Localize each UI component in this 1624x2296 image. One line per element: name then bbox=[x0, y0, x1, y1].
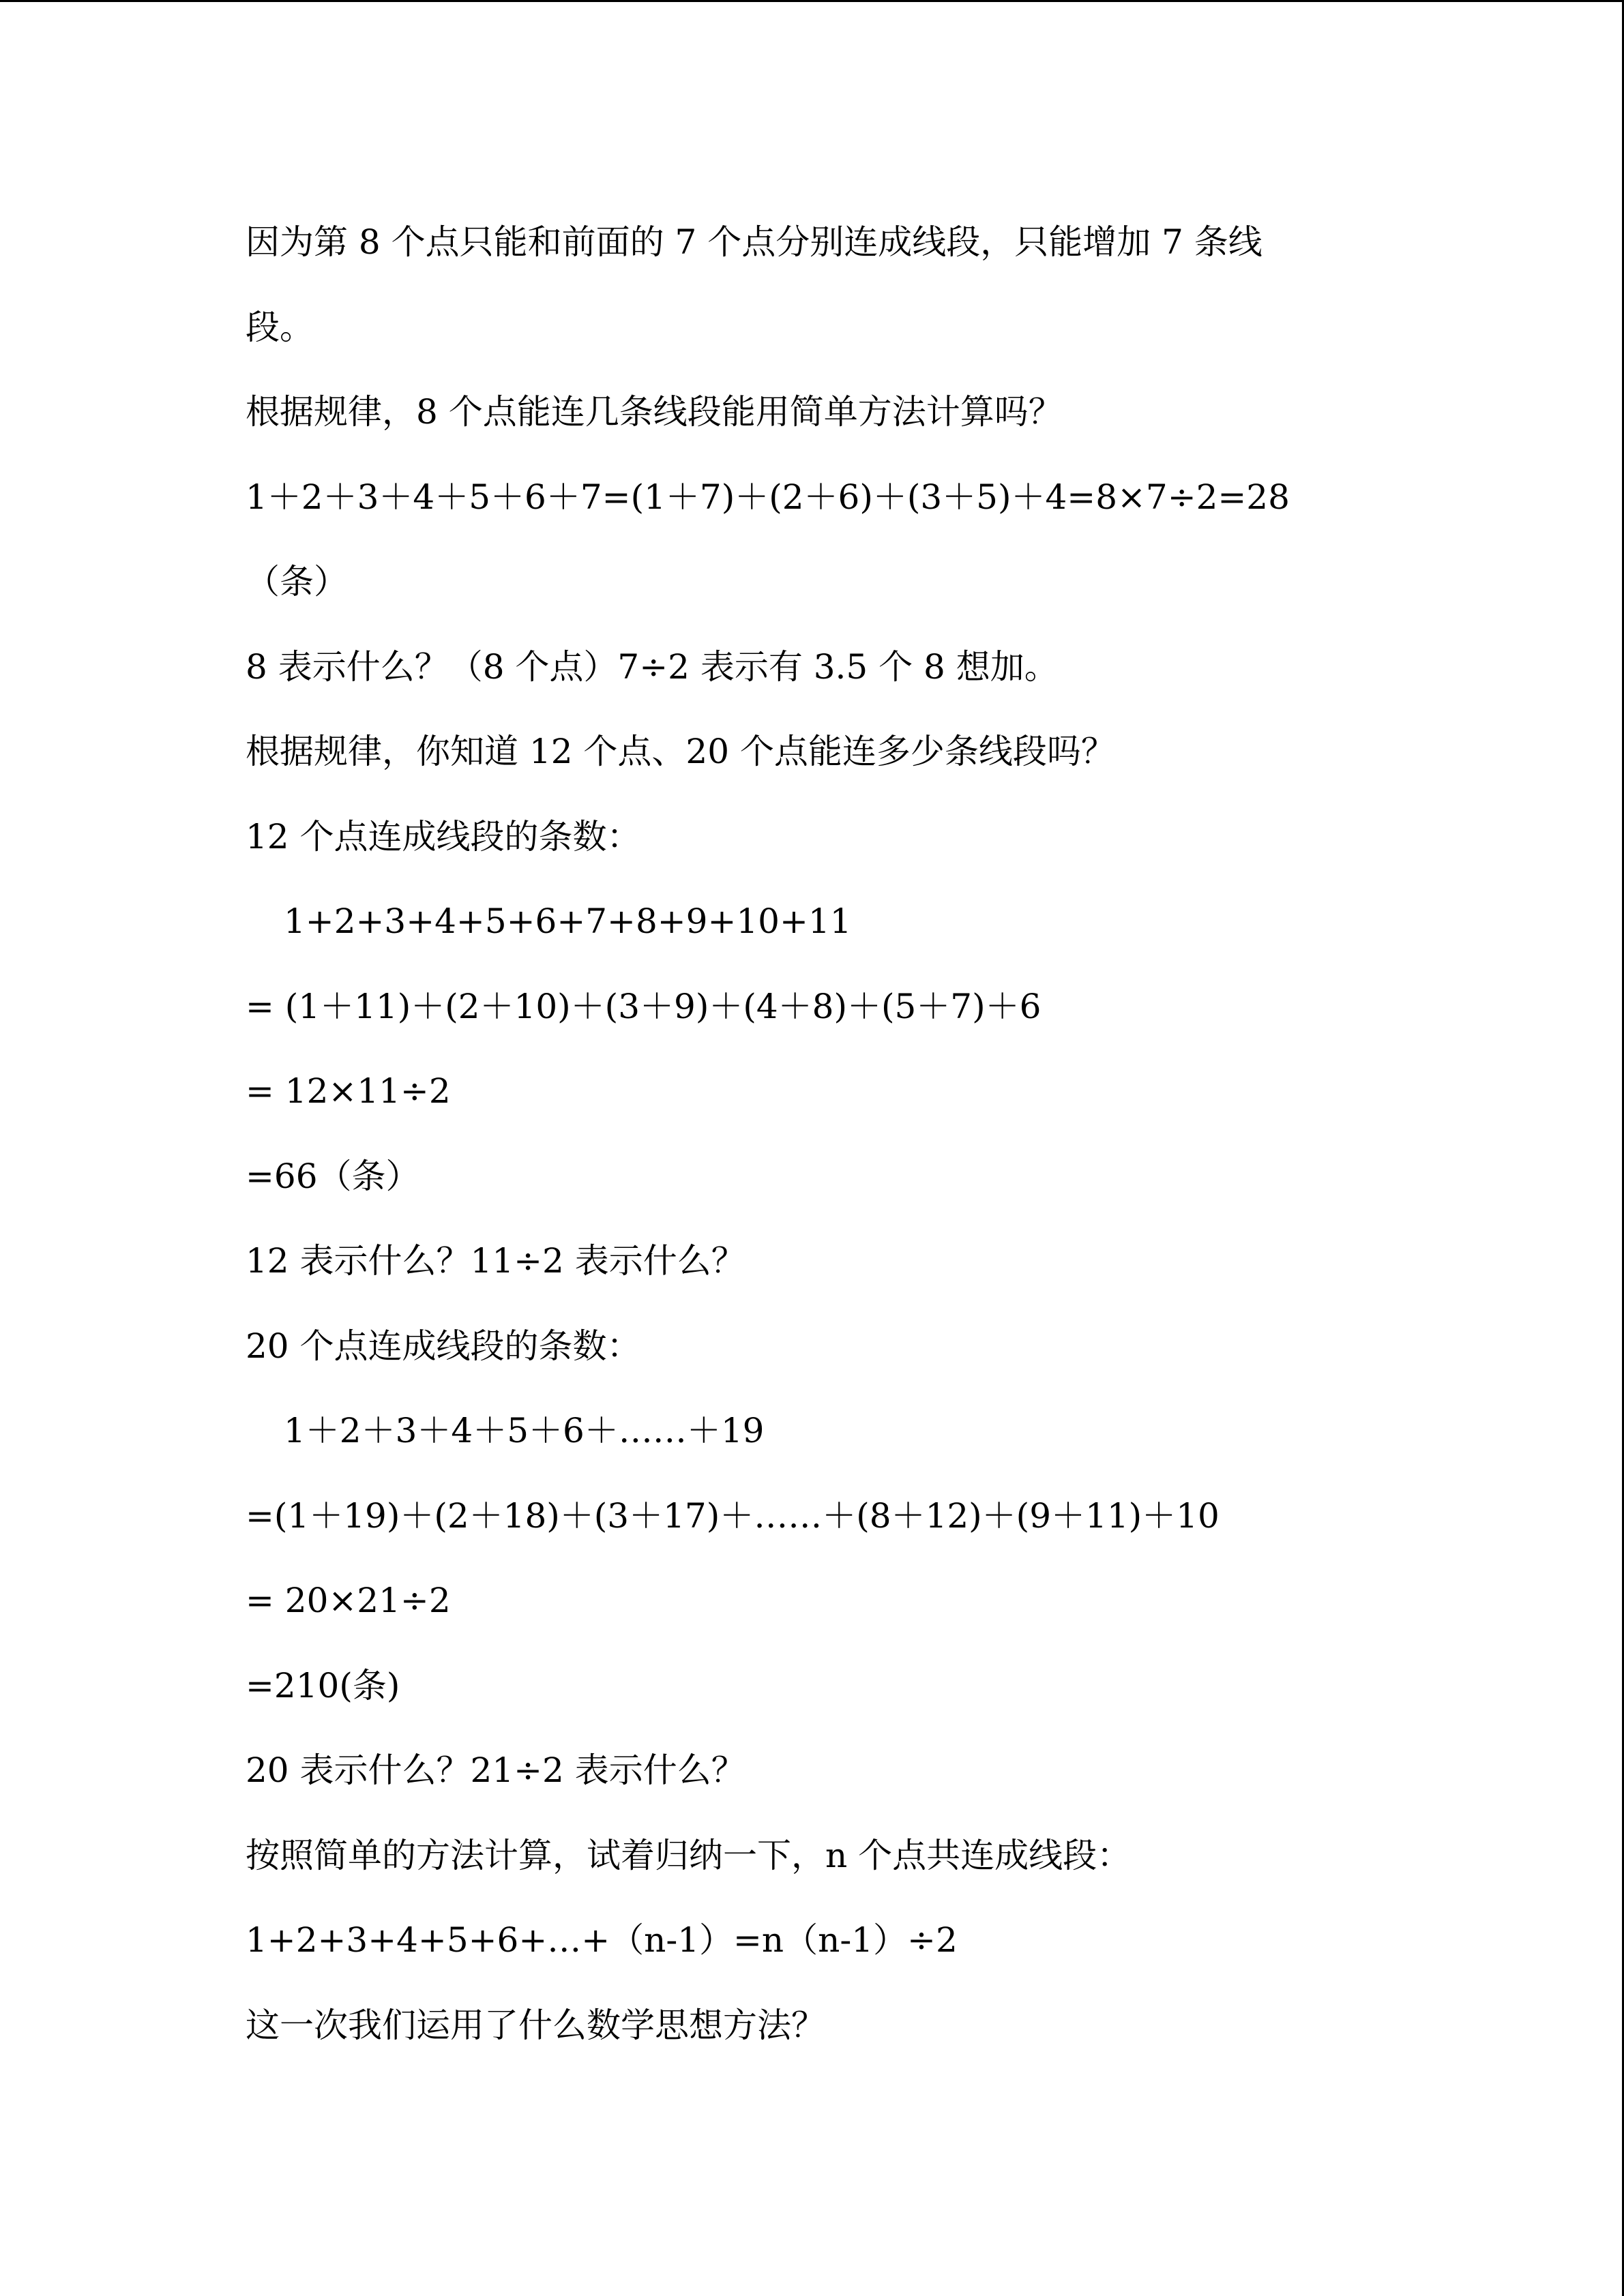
text-line: 12 个点连成线段的条数： bbox=[246, 816, 641, 856]
text-line: 根据规律，你知道 12 个点、20 个点能连多少条线段吗？ bbox=[246, 732, 1115, 771]
text-line: 20 个点连成线段的条数： bbox=[246, 1326, 641, 1366]
text-line: 根据规律，8 个点能连几条线段能用简单方法计算吗？ bbox=[246, 392, 1063, 432]
text-line: （条） bbox=[246, 562, 348, 601]
text-line: 20 表示什么？21÷2 表示什么？ bbox=[246, 1750, 745, 1790]
text-line: 段。 bbox=[246, 307, 314, 347]
equation-line: =66（条） bbox=[246, 1156, 420, 1196]
equation-line: =210(条) bbox=[246, 1665, 400, 1705]
equation-line: 1＋2＋3＋4＋5＋6＋7=(1＋7)＋(2＋6)＋(3＋5)＋4=8×7÷2=28 bbox=[246, 477, 1290, 517]
text-line: 这一次我们运用了什么数学思想方法？ bbox=[246, 2005, 825, 2045]
text-line: 按照简单的方法计算，试着归纳一下，n 个点共连成线段： bbox=[246, 1835, 1132, 1875]
equation-line: = 12×11÷2 bbox=[246, 1071, 451, 1111]
equation-line: 1＋2＋3＋4＋5＋6＋……＋19 bbox=[284, 1411, 765, 1450]
text-line: 8 表示什么？（8 个点）7÷2 表示有 3.5 个 8 想加。 bbox=[246, 646, 1059, 687]
text-line: 12 表示什么？11÷2 表示什么？ bbox=[246, 1241, 745, 1281]
equation-line: 1+2+3+4+5+6+7+8+9+10+11 bbox=[284, 901, 852, 941]
text-line: 因为第 8 个点只能和前面的 7 个点分别连成线段，只能增加 7 条线 bbox=[246, 222, 1263, 262]
equation-line: = 20×21÷2 bbox=[246, 1581, 451, 1620]
document-body bbox=[246, 200, 1405, 2068]
equation-line: =(1＋19)＋(2＋18)＋(3＋17)＋……＋(8＋12)＋(9＋11)＋10 bbox=[246, 1495, 1220, 1536]
equation-line: = (1＋11)＋(2＋10)＋(3＋9)＋(4＋8)＋(5＋7)＋6 bbox=[246, 986, 1042, 1026]
equation-line: 1+2+3+4+5+6+…+（n-1）=n（n-1）÷2 bbox=[246, 1920, 958, 1960]
